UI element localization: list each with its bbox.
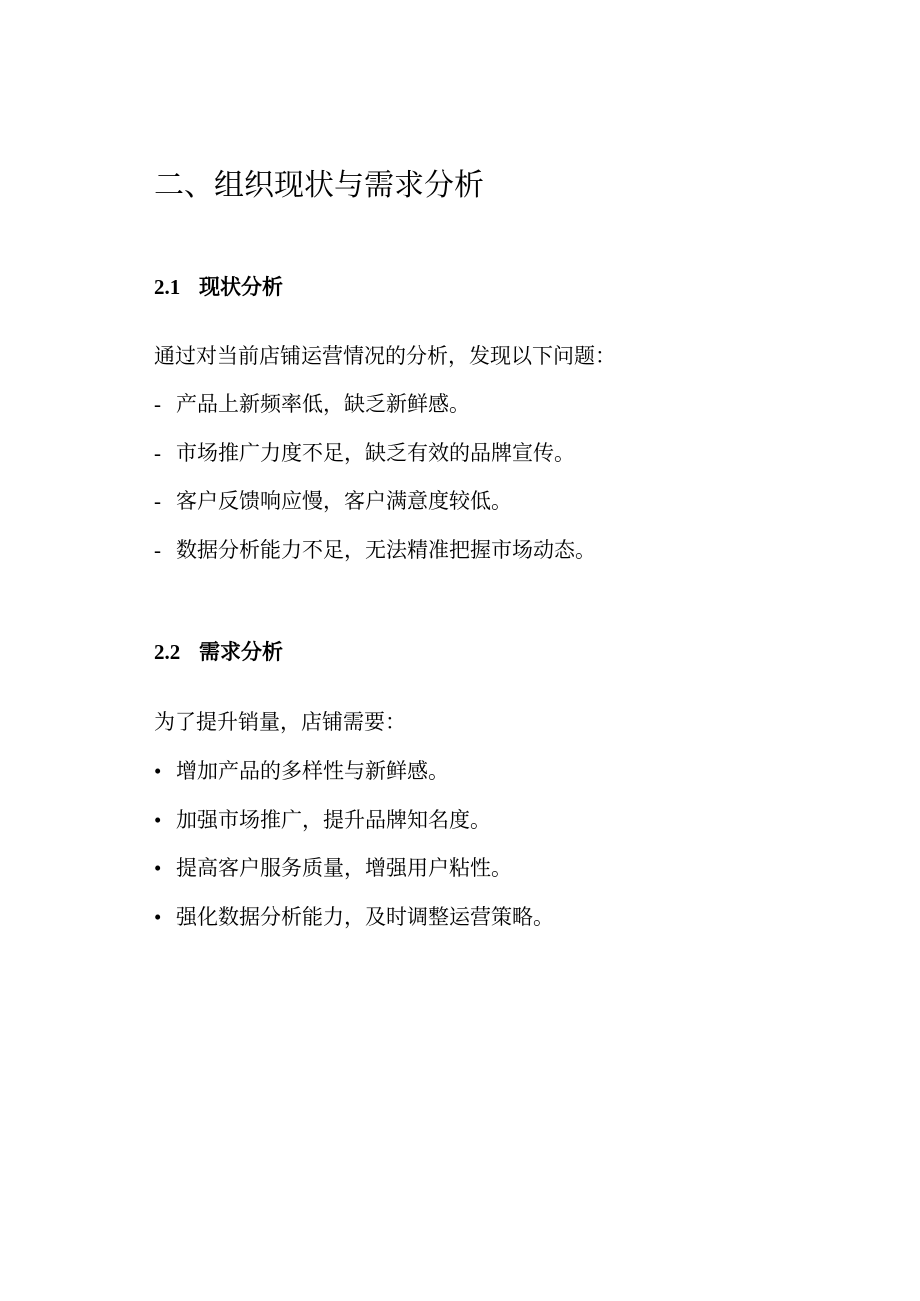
list-item	[154, 902, 554, 951]
section-number: 2.1	[154, 275, 181, 299]
list-item	[154, 486, 596, 535]
bullet-marker: •	[154, 759, 162, 783]
list-item	[154, 389, 596, 438]
section-heading: 现状分析	[199, 275, 283, 299]
list-item	[154, 535, 596, 584]
section-heading: 需求分析	[199, 640, 283, 664]
bullet-marker: •	[154, 807, 162, 832]
list-item	[154, 805, 554, 854]
list-item-text: 加强市场推广，提升品牌知名度。	[176, 807, 491, 832]
problem-list	[154, 389, 596, 583]
section-title-current-status	[154, 272, 283, 302]
list-item	[154, 756, 554, 805]
list-item-text: 强化数据分析能力，及时调整运营策略。	[176, 904, 554, 929]
needs-list	[154, 756, 554, 950]
dash-marker: -	[154, 489, 161, 513]
chapter-title: 二、组织现状与需求分析	[154, 168, 484, 203]
list-item	[154, 853, 554, 902]
dash-marker: -	[154, 392, 161, 416]
dash-marker: -	[154, 537, 161, 562]
list-item-text: 提高客户服务质量，增强用户粘性。	[176, 856, 512, 880]
dash-marker: -	[154, 440, 161, 465]
section-number: 2.2	[154, 640, 181, 664]
bullet-marker: •	[154, 856, 162, 880]
section-title-needs	[154, 637, 283, 667]
list-item-text: 产品上新频率低，缺乏新鲜感。	[176, 392, 470, 416]
list-item-text: 市场推广力度不足，缺乏有效的品牌宣传。	[176, 440, 575, 465]
list-item-text: 客户反馈响应慢，客户满意度较低。	[176, 489, 512, 513]
list-item-text: 增加产品的多样性与新鲜感。	[176, 759, 449, 783]
section-intro-paragraph: 通过对当前店铺运营情况的分析，发现以下问题：	[154, 344, 616, 368]
list-item	[154, 438, 596, 487]
list-item-text: 数据分析能力不足，无法精准把握市场动态。	[176, 537, 596, 562]
bullet-marker: •	[154, 904, 162, 929]
section-intro-paragraph: 为了提升销量，店铺需要：	[154, 710, 406, 734]
